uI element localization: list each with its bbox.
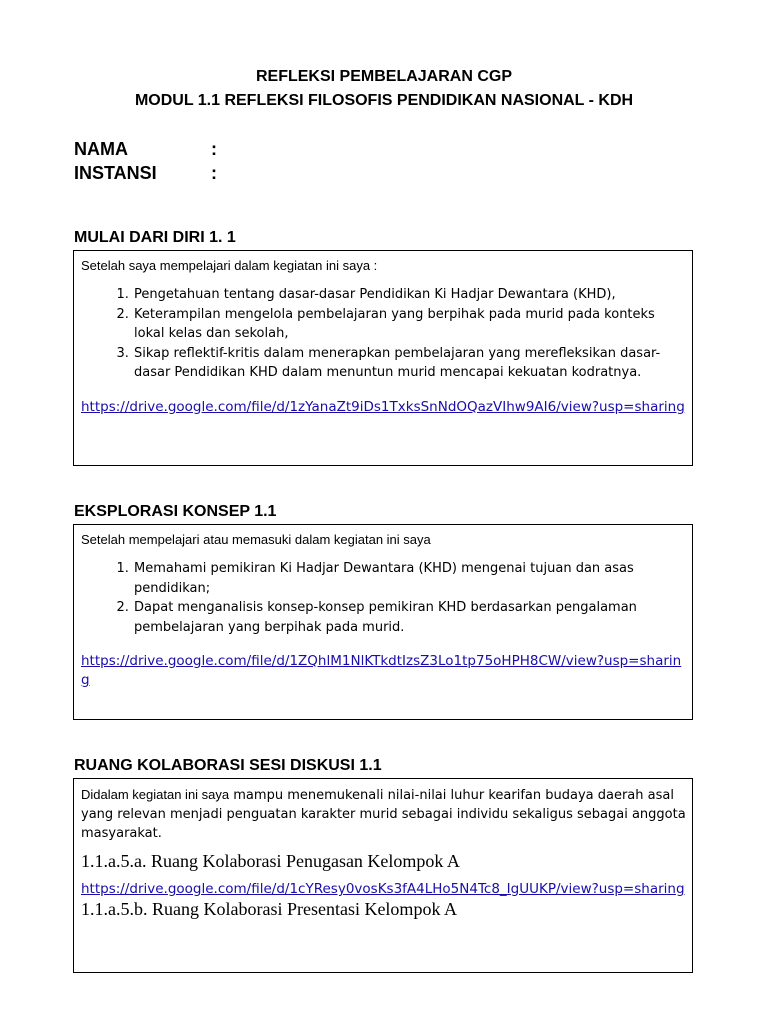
document-subtitle: MODUL 1.1 REFLEKSI FILOSOFIS PENDIDIKAN NASIONAL - KDH: [134, 92, 634, 109]
section-intro: Setelah mempelajari atau memasuki dalam kegiatan ini saya: [81, 532, 431, 547]
subtitle-presentasi-kelompok: 1.1.a.5.b. Ruang Kolaborasi Presentasi Kelompok A: [81, 899, 457, 919]
list-item: 1. Pengetahuan tentang dasar-dasar Pendidikan Ki Hadjar Dewantara (KHD),: [133, 285, 686, 305]
drive-link[interactable]: https://drive.google.com/file/d/1cYResy0vosKs3fA4LHo5N4Tc8_IgUUKP/view?usp=sharing: [81, 881, 685, 897]
list-item: 2. Keterampilan mengelola pembelajaran yang berpihak pada murid pada konteks lokal kelas dan sekolah,: [133, 305, 686, 344]
reflection-list: [81, 559, 686, 637]
intro-lead: Didalam kegiatan ini saya: [81, 787, 230, 802]
reflection-list: [81, 285, 686, 383]
institution-label: INSTANSI: [74, 163, 157, 183]
section-box-eksplorasi-konsep: [73, 524, 693, 720]
intro-rest: mampu menemukenali nilai-nilai luhur kearifan budaya daerah asal yang relevan menjadi penguatan karakter murid sebagai individu sekaligus sebagai anggota masyarakat.: [81, 788, 686, 841]
list-item: 3. Sikap reflektif-kritis dalam menerapkan pembelajaran yang merefleksikan dasar-dasar Pendidikan KHD dalam menuntun murid mencapai kekuatan kodratnya.: [133, 344, 686, 383]
section-heading-mulai-dari-diri: MULAI DARI DIRI 1. 1: [74, 229, 236, 246]
section-intro: Setelah saya mempelajari dalam kegiatan ini saya :: [81, 258, 378, 273]
document-title: REFLEKSI PEMBELAJARAN CGP: [255, 68, 513, 85]
subtitle-penugasan-kelompok: 1.1.a.5.a. Ruang Kolaborasi Penugasan Kelompok A: [81, 851, 460, 871]
section-heading-eksplorasi-konsep: EKSPLORASI KONSEP 1.1: [74, 503, 277, 520]
section-intro: [81, 785, 686, 843]
name-label: NAMA: [74, 139, 128, 159]
drive-link[interactable]: https://drive.google.com/file/d/1ZQhlM1NlKTkdtIzsZ3Lo1tp75oHPH8CW/view?usp=sharing: [81, 653, 682, 688]
list-item: 1. Memahami pemikiran Ki Hadjar Dewantara (KHD) mengenai tujuan dan asas pendidikan;: [133, 559, 686, 598]
section-heading-ruang-kolaborasi: RUANG KOLABORASI SESI DISKUSI 1.1: [74, 757, 382, 774]
name-colon: :: [211, 139, 217, 159]
section-box-mulai-dari-diri: [73, 250, 693, 466]
list-item: 2. Dapat menganalisis konsep-konsep pemikiran KHD berdasarkan pengalaman pembelajaran yang berpihak pada murid.: [133, 598, 686, 637]
drive-link[interactable]: https://drive.google.com/file/d/1zYanaZt9iDs1TxksSnNdOQazVIhw9AI6/view?usp=sharing: [81, 398, 685, 415]
institution-colon: :: [211, 163, 217, 183]
section-box-ruang-kolaborasi: [73, 778, 693, 973]
